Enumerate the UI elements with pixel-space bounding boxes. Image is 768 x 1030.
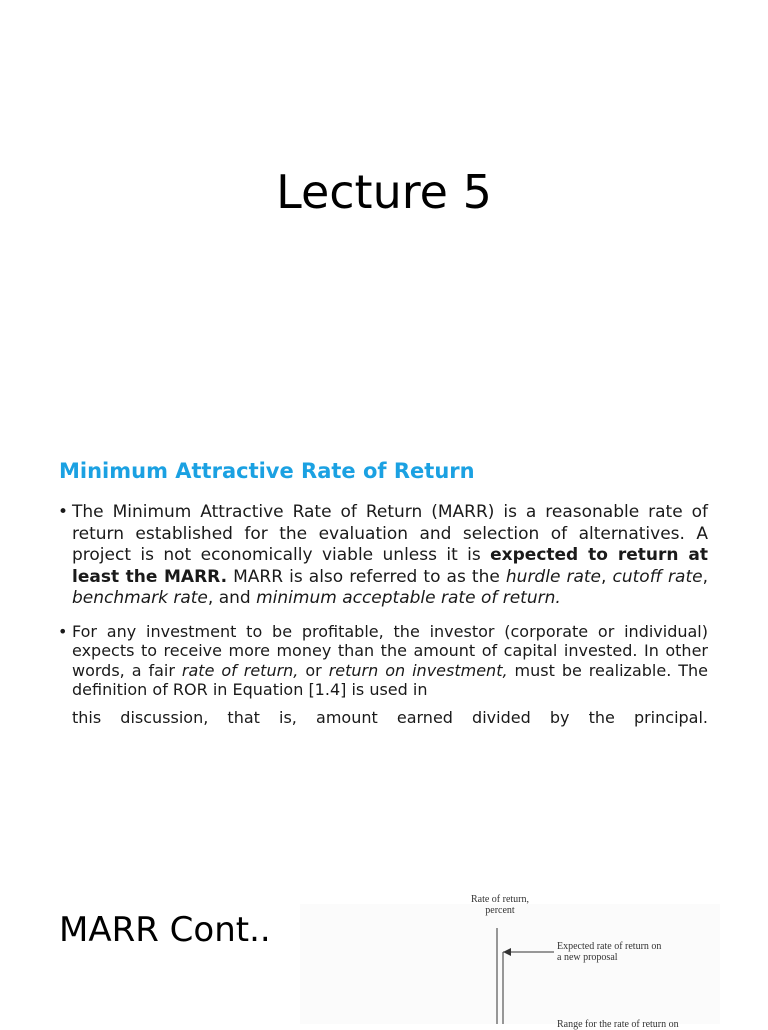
slide-title: MARR Cont..: [59, 910, 271, 950]
marr-figure: [300, 894, 720, 1030]
figure-axis-drawing: [300, 904, 720, 1024]
figure-y-label-line: percent: [485, 905, 515, 916]
marr-definition-slide: [0, 430, 768, 760]
figure-y-label-line: Rate of return,: [470, 894, 530, 905]
figure-label-line: Expected rate of return on: [557, 941, 662, 952]
marr-cont-slide: [0, 860, 768, 1030]
title-slide: [0, 0, 768, 290]
italic-term: minimum acceptable rate of return.: [256, 588, 561, 608]
figure-label-range: Range for the rate of return on: [557, 1019, 679, 1030]
italic-term: rate of return,: [181, 660, 299, 680]
slide-heading: Minimum Attractive Rate of Return: [59, 459, 475, 483]
bullet-text: must be realizable. The definition of ROR in Equation [1.4] is used in: [72, 660, 709, 699]
bullet-text: The Minimum Attractive Rate of Return (MARR) is a reasonable rate of return established for the evaluation and selection of alternatives. A project is not economically viable unless it is: [72, 502, 708, 565]
separator-text: ,: [601, 566, 613, 587]
bullet-text: MARR is also referred to as the: [227, 566, 506, 587]
separator-text: , and: [207, 588, 257, 608]
bold-text: expected to return at least the MARR.: [72, 545, 708, 587]
italic-term: cutoff rate: [612, 566, 703, 587]
italic-term: hurdle rate: [505, 566, 602, 587]
figure-y-label: [450, 894, 550, 916]
bullet-list: [58, 502, 708, 727]
bullet-text: this discussion, that is, amount earned divided by the principal.: [72, 707, 708, 727]
separator-text: or: [298, 660, 329, 680]
bullet-item: [58, 502, 708, 610]
arrow-head-icon: [503, 948, 511, 956]
lecture-title: Lecture 5: [276, 165, 492, 219]
bullet-item: [58, 622, 708, 728]
figure-label-expected: [557, 941, 661, 963]
figure-label-line: a new proposal: [557, 952, 618, 963]
bullet-text: For any investment to be profitable, the investor (corporate or individual) expects to receive more money than the amount of capital invested. In other words, a fair: [72, 621, 708, 680]
italic-term: return on investment,: [328, 660, 508, 680]
separator-text: ,: [702, 566, 708, 587]
italic-term: benchmark rate: [72, 588, 208, 608]
